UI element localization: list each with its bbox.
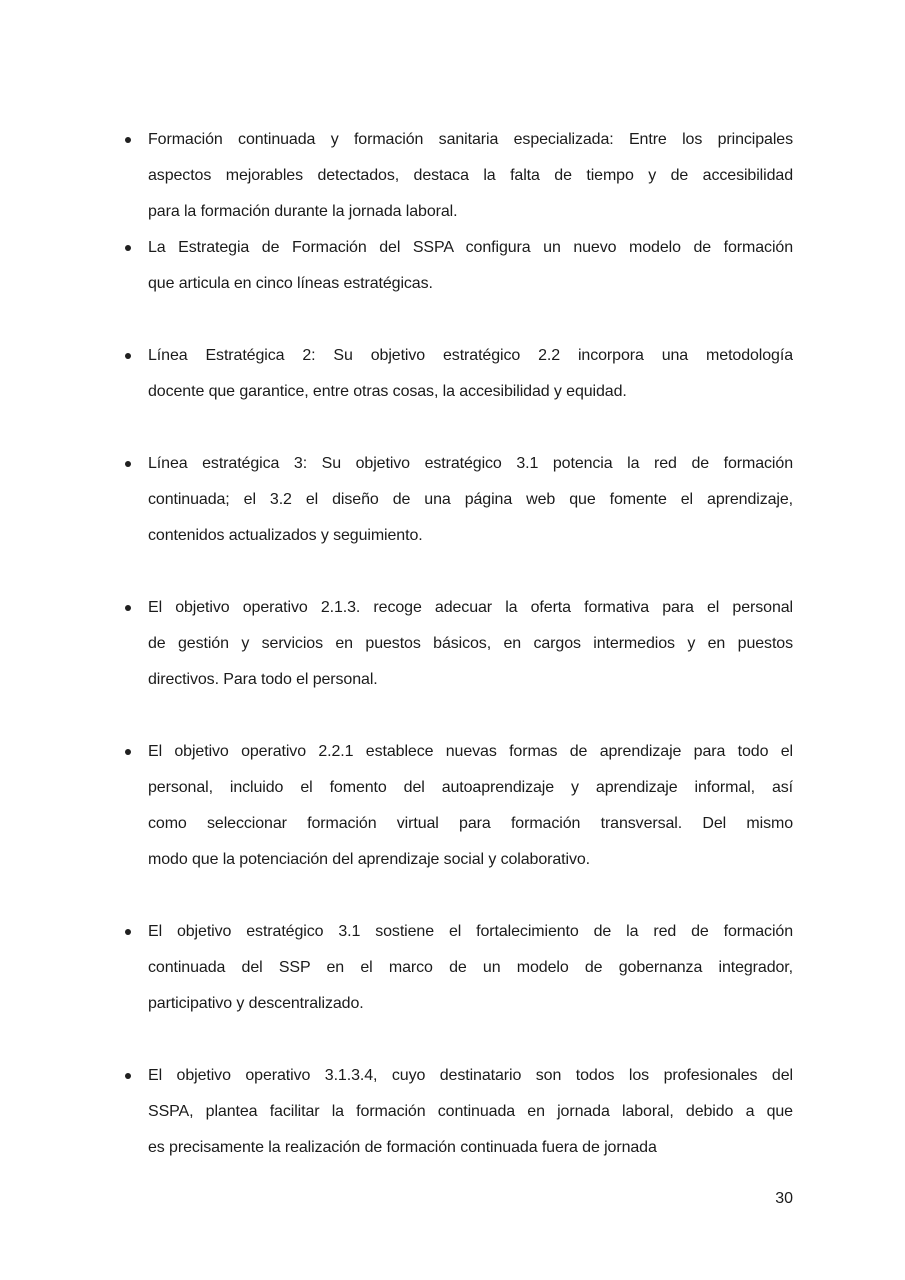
bullet-marker-icon (125, 137, 131, 143)
bullet-text-line: La Estrategia de Formación del SSPA configura un nuevo modelo de formación (148, 239, 793, 256)
bullet-text-line: que articula en cinco líneas estratégicas. (148, 275, 433, 292)
bullet-text-line: para la formación durante la jornada laboral. (148, 203, 458, 220)
bullet-text-line: El objetivo operativo 2.1.3. recoge adecuar la oferta formativa para el personal (148, 599, 793, 616)
bullet-text-line: Formación continuada y formación sanitaria especializada: Entre los principales (148, 131, 793, 148)
bullet-text-line: de gestión y servicios en puestos básicos, en cargos intermedios y en puestos (148, 635, 793, 652)
bullet-text-line: Línea estratégica 3: Su objetivo estratégico 3.1 potencia la red de formación (148, 455, 793, 472)
bullet-marker-icon (125, 353, 131, 359)
bullet-text-line: El objetivo operativo 2.2.1 establece nuevas formas de aprendizaje para todo el (148, 743, 793, 760)
bullet-item (123, 122, 793, 230)
bullet-text-line: aspectos mejorables detectados, destaca la falta de tiempo y de accesibilidad (148, 167, 793, 184)
bullet-list (123, 122, 793, 1166)
bullet-item (123, 914, 793, 1022)
page-number: 30 (775, 1190, 793, 1207)
bullet-item (123, 734, 793, 878)
bullet-text-line: docente que garantice, entre otras cosas, la accesibilidad y equidad. (148, 383, 627, 400)
bullet-marker-icon (125, 1073, 131, 1079)
bullet-text-line: continuada del SSP en el marco de un modelo de gobernanza integrador, (148, 959, 793, 976)
bullet-text-line: El objetivo operativo 3.1.3.4, cuyo destinatario son todos los profesionales del (148, 1067, 793, 1084)
bullet-text-line: modo que la potenciación del aprendizaje social y colaborativo. (148, 851, 590, 868)
bullet-text-line: El objetivo estratégico 3.1 sostiene el fortalecimiento de la red de formación (148, 923, 793, 940)
bullet-marker-icon (125, 605, 131, 611)
bullet-text-line: Línea Estratégica 2: Su objetivo estratégico 2.2 incorpora una metodología (148, 347, 793, 364)
bullet-marker-icon (125, 749, 131, 755)
bullet-item (123, 446, 793, 554)
bullet-text-line: directivos. Para todo el personal. (148, 671, 378, 688)
bullet-text-line: continuada; el 3.2 el diseño de una página web que fomente el aprendizaje, (148, 491, 793, 508)
bullet-text-line: es precisamente la realización de formación continuada fuera de jornada (148, 1139, 657, 1156)
bullet-marker-icon (125, 929, 131, 935)
bullet-item (123, 1058, 793, 1166)
bullet-text-line: participativo y descentralizado. (148, 995, 364, 1012)
bullet-item (123, 338, 793, 410)
bullet-item (123, 230, 793, 302)
bullet-text-line: contenidos actualizados y seguimiento. (148, 527, 423, 544)
bullet-text-line: como seleccionar formación virtual para formación transversal. Del mismo (148, 815, 793, 832)
bullet-text-line: personal, incluido el fomento del autoaprendizaje y aprendizaje informal, así (148, 779, 793, 796)
bullet-marker-icon (125, 461, 131, 467)
bullet-item (123, 590, 793, 698)
bullet-marker-icon (125, 245, 131, 251)
bullet-text-line: SSPA, plantea facilitar la formación continuada en jornada laboral, debido a que (148, 1103, 793, 1120)
